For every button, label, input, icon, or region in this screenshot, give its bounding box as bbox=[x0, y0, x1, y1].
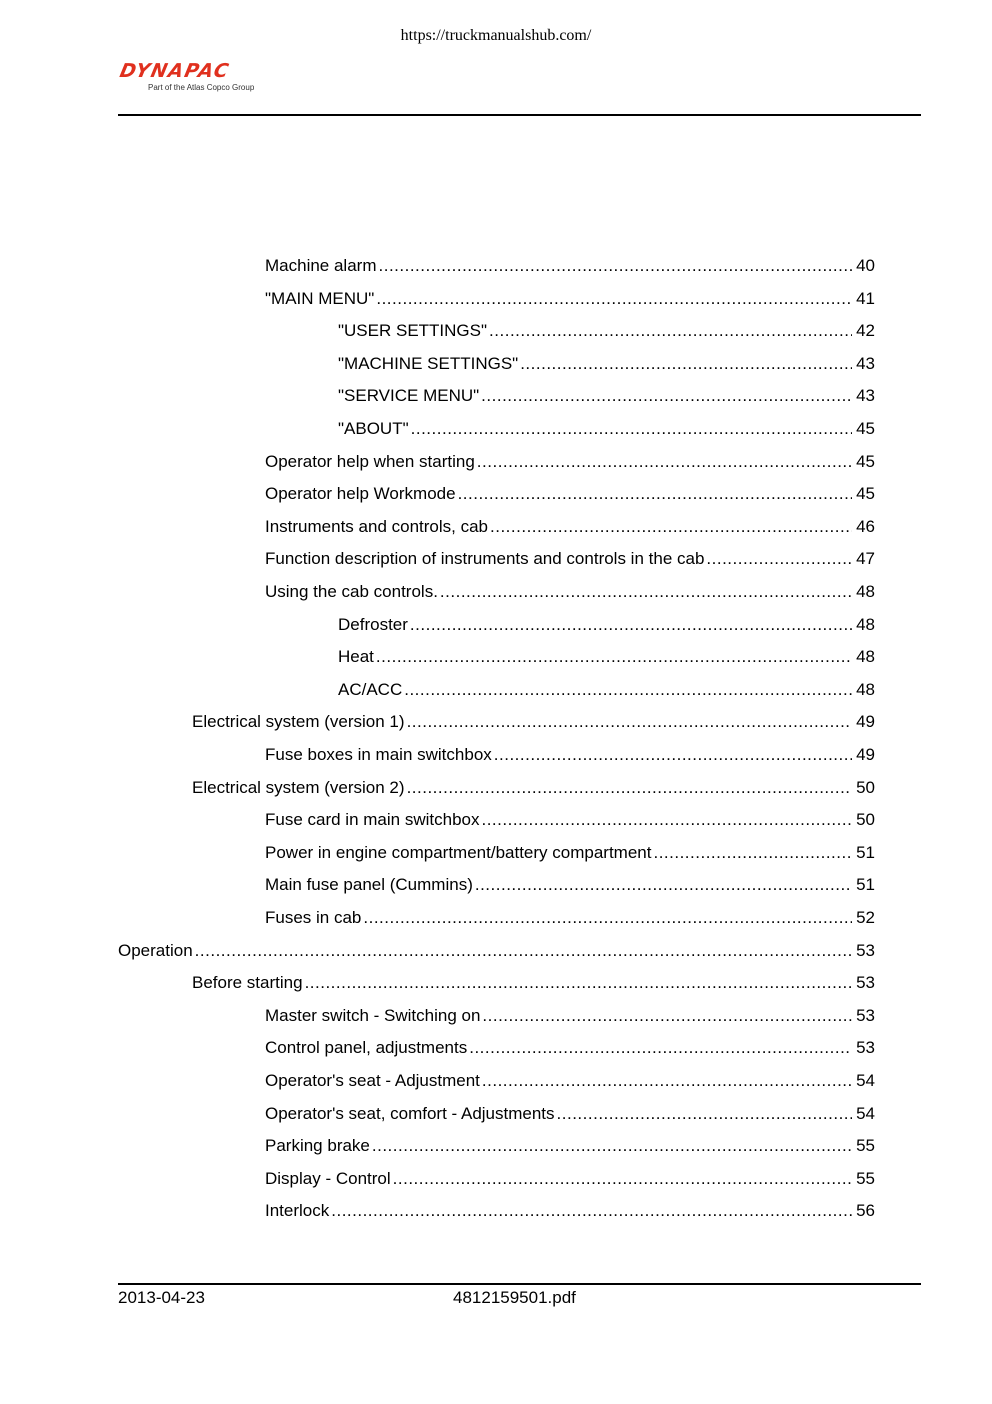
toc-entry[interactable] bbox=[265, 1136, 875, 1156]
toc-dot-leader bbox=[410, 615, 852, 635]
toc-entry-title: Interlock bbox=[265, 1201, 330, 1221]
toc-dot-leader bbox=[653, 843, 852, 863]
toc-entry-title: Using the cab controls. bbox=[265, 582, 438, 601]
toc-entry-title: Main fuse panel (Cummins) bbox=[265, 875, 473, 895]
toc-dot-leader bbox=[376, 289, 852, 309]
toc-entry-page: 45 bbox=[856, 484, 875, 504]
logo-tagline: Part of the Atlas Copco Group bbox=[148, 83, 255, 92]
toc-entry-title: Operator help Workmode bbox=[265, 484, 456, 504]
toc-entry-page: 52 bbox=[856, 908, 875, 927]
footer-date: 2013-04-23 bbox=[118, 1288, 205, 1307]
toc-dot-leader bbox=[195, 941, 852, 961]
toc-entry-title: Parking brake bbox=[265, 1136, 370, 1156]
toc-entry[interactable] bbox=[265, 1038, 875, 1058]
logo-wordmark: DYNAPAC bbox=[117, 60, 232, 82]
toc-dot-leader bbox=[407, 778, 853, 798]
toc-entry-page: 54 bbox=[856, 1103, 875, 1123]
toc-dot-leader bbox=[481, 386, 852, 406]
toc-entry-page: 43 bbox=[856, 386, 875, 406]
toc-entry-title: Operation bbox=[118, 940, 193, 960]
toc-entry-page: 45 bbox=[856, 451, 875, 471]
toc-entry[interactable] bbox=[338, 354, 875, 374]
toc-entry-page: 42 bbox=[856, 321, 875, 341]
toc-entry-page: 48 bbox=[856, 647, 875, 667]
toc-entry-title: Power in engine compartment/battery compartment bbox=[265, 842, 652, 862]
toc-entry[interactable] bbox=[265, 1006, 875, 1026]
toc-dot-leader bbox=[494, 745, 852, 765]
toc-entry-title: Operator help when starting bbox=[265, 451, 475, 471]
toc-dot-leader bbox=[379, 256, 853, 276]
toc-entry[interactable] bbox=[338, 615, 875, 635]
toc-entry-title: AC/ACC bbox=[338, 679, 403, 699]
toc-dot-leader bbox=[458, 484, 853, 504]
toc-entry-page: 47 bbox=[856, 549, 875, 569]
toc-entry-page: 40 bbox=[856, 256, 875, 275]
toc-dot-leader bbox=[489, 321, 852, 341]
toc-entry-page: 49 bbox=[856, 745, 875, 764]
toc-entry-title: "MAIN MENU" bbox=[265, 288, 375, 308]
toc-dot-leader bbox=[372, 1136, 852, 1156]
toc-entry[interactable] bbox=[265, 875, 875, 895]
toc-entry-title: Function description of instruments and controls in the cab bbox=[265, 549, 705, 569]
toc-entry-page: 56 bbox=[856, 1201, 875, 1221]
toc-entry[interactable] bbox=[265, 289, 875, 309]
toc-entry-title: Fuse card in main switchbox bbox=[265, 810, 480, 830]
toc-entry-page: 49 bbox=[856, 712, 875, 732]
toc-dot-leader bbox=[411, 419, 852, 439]
toc-entry[interactable] bbox=[265, 1071, 875, 1091]
toc-entry[interactable] bbox=[338, 386, 875, 406]
toc-dot-leader bbox=[376, 647, 852, 667]
source-url[interactable]: https://truckmanualshub.com/ bbox=[400, 27, 592, 44]
toc-entry[interactable] bbox=[265, 1169, 875, 1189]
toc-entry-page: 55 bbox=[856, 1168, 875, 1188]
toc-entry[interactable] bbox=[118, 941, 875, 961]
toc-entry-page: 48 bbox=[856, 614, 875, 634]
toc-dot-leader bbox=[331, 1201, 852, 1221]
toc-entry-title: Display - Control bbox=[265, 1168, 391, 1188]
toc-entry[interactable] bbox=[265, 745, 875, 765]
toc-entry-page: 51 bbox=[856, 875, 875, 895]
toc-entry[interactable] bbox=[338, 680, 875, 700]
toc-entry[interactable] bbox=[265, 1104, 875, 1124]
toc-entry-page: 48 bbox=[856, 582, 875, 601]
toc-entry[interactable] bbox=[265, 549, 875, 569]
toc-entry[interactable] bbox=[338, 647, 875, 667]
toc-entry[interactable] bbox=[265, 1201, 875, 1221]
toc-dot-leader bbox=[557, 1104, 853, 1124]
toc-dot-leader bbox=[706, 549, 852, 569]
toc-dot-leader bbox=[520, 354, 852, 374]
toc-entry[interactable] bbox=[338, 419, 875, 439]
toc-entry-title: Electrical system (version 2) bbox=[192, 777, 405, 797]
toc-entry[interactable] bbox=[265, 484, 875, 504]
toc-entry-page: 54 bbox=[856, 1071, 875, 1090]
toc-entry[interactable] bbox=[265, 908, 875, 928]
toc-entry-page: 53 bbox=[856, 973, 875, 993]
toc-entry[interactable] bbox=[265, 256, 875, 276]
toc-entry-page: 51 bbox=[856, 842, 875, 862]
toc-dot-leader bbox=[404, 680, 852, 700]
toc-entry[interactable] bbox=[265, 810, 875, 830]
toc-entry-page: 50 bbox=[856, 810, 875, 830]
toc-entry-title: "ABOUT" bbox=[338, 419, 409, 438]
toc-entry-title: Before starting bbox=[192, 973, 303, 993]
footer-filename: 4812159501.pdf bbox=[453, 1288, 576, 1307]
toc-entry-page: 45 bbox=[856, 419, 875, 438]
toc-entry[interactable] bbox=[265, 843, 875, 863]
dynapac-logo bbox=[118, 62, 288, 94]
toc-dot-leader bbox=[481, 810, 852, 830]
toc-dot-leader bbox=[393, 1169, 852, 1189]
toc-entry-title: "SERVICE MENU" bbox=[338, 386, 480, 406]
toc-entry[interactable] bbox=[192, 778, 875, 798]
toc-entry-page: 53 bbox=[856, 940, 875, 960]
toc-entry-title: Fuse boxes in main switchbox bbox=[265, 745, 492, 764]
toc-entry[interactable] bbox=[265, 517, 875, 537]
toc-entry-page: 50 bbox=[856, 777, 875, 797]
toc-entry-title: Fuses in cab bbox=[265, 908, 362, 927]
toc-entry-page: 53 bbox=[856, 1038, 875, 1058]
toc-entry-page: 41 bbox=[856, 288, 875, 308]
toc-dot-leader bbox=[482, 1071, 852, 1091]
toc-dot-leader bbox=[363, 908, 852, 928]
toc-dot-leader bbox=[440, 582, 852, 602]
toc-entry-page: 55 bbox=[856, 1136, 875, 1156]
toc-entry-page: 46 bbox=[856, 516, 875, 536]
toc-entry-title: Operator's seat - Adjustment bbox=[265, 1071, 480, 1090]
toc-dot-leader bbox=[305, 973, 853, 993]
toc-entry-title: Heat bbox=[338, 647, 374, 667]
toc-dot-leader bbox=[469, 1038, 852, 1058]
toc-entry-title: Defroster bbox=[338, 614, 408, 634]
toc-dot-leader bbox=[482, 1006, 852, 1026]
toc-entry-page: 48 bbox=[856, 679, 875, 699]
toc-dot-leader bbox=[475, 875, 852, 895]
toc-entry-page: 43 bbox=[856, 353, 875, 373]
toc-entry-title: Operator's seat, comfort - Adjustments bbox=[265, 1103, 555, 1123]
toc-entry[interactable] bbox=[265, 582, 875, 602]
toc-entry[interactable] bbox=[192, 712, 875, 732]
toc-entry[interactable] bbox=[192, 973, 875, 993]
toc-entry-title: Electrical system (version 1) bbox=[192, 712, 405, 732]
toc-entry-title: Machine alarm bbox=[265, 256, 377, 275]
toc-entry-title: "USER SETTINGS" bbox=[338, 321, 488, 341]
toc-entry-title: Control panel, adjustments bbox=[265, 1038, 468, 1058]
footer-rule bbox=[118, 1283, 921, 1285]
toc-entry[interactable] bbox=[338, 321, 875, 341]
toc-entry[interactable] bbox=[265, 452, 875, 472]
toc-dot-leader bbox=[490, 517, 852, 537]
toc-dot-leader bbox=[407, 712, 853, 732]
toc-dot-leader bbox=[477, 452, 852, 472]
header-rule bbox=[118, 114, 921, 116]
toc-entry-title: Master switch - Switching on bbox=[265, 1005, 481, 1025]
toc-entry-title: "MACHINE SETTINGS" bbox=[338, 353, 519, 373]
toc-entry-page: 53 bbox=[856, 1005, 875, 1025]
toc-entry-title: Instruments and controls, cab bbox=[265, 516, 489, 536]
